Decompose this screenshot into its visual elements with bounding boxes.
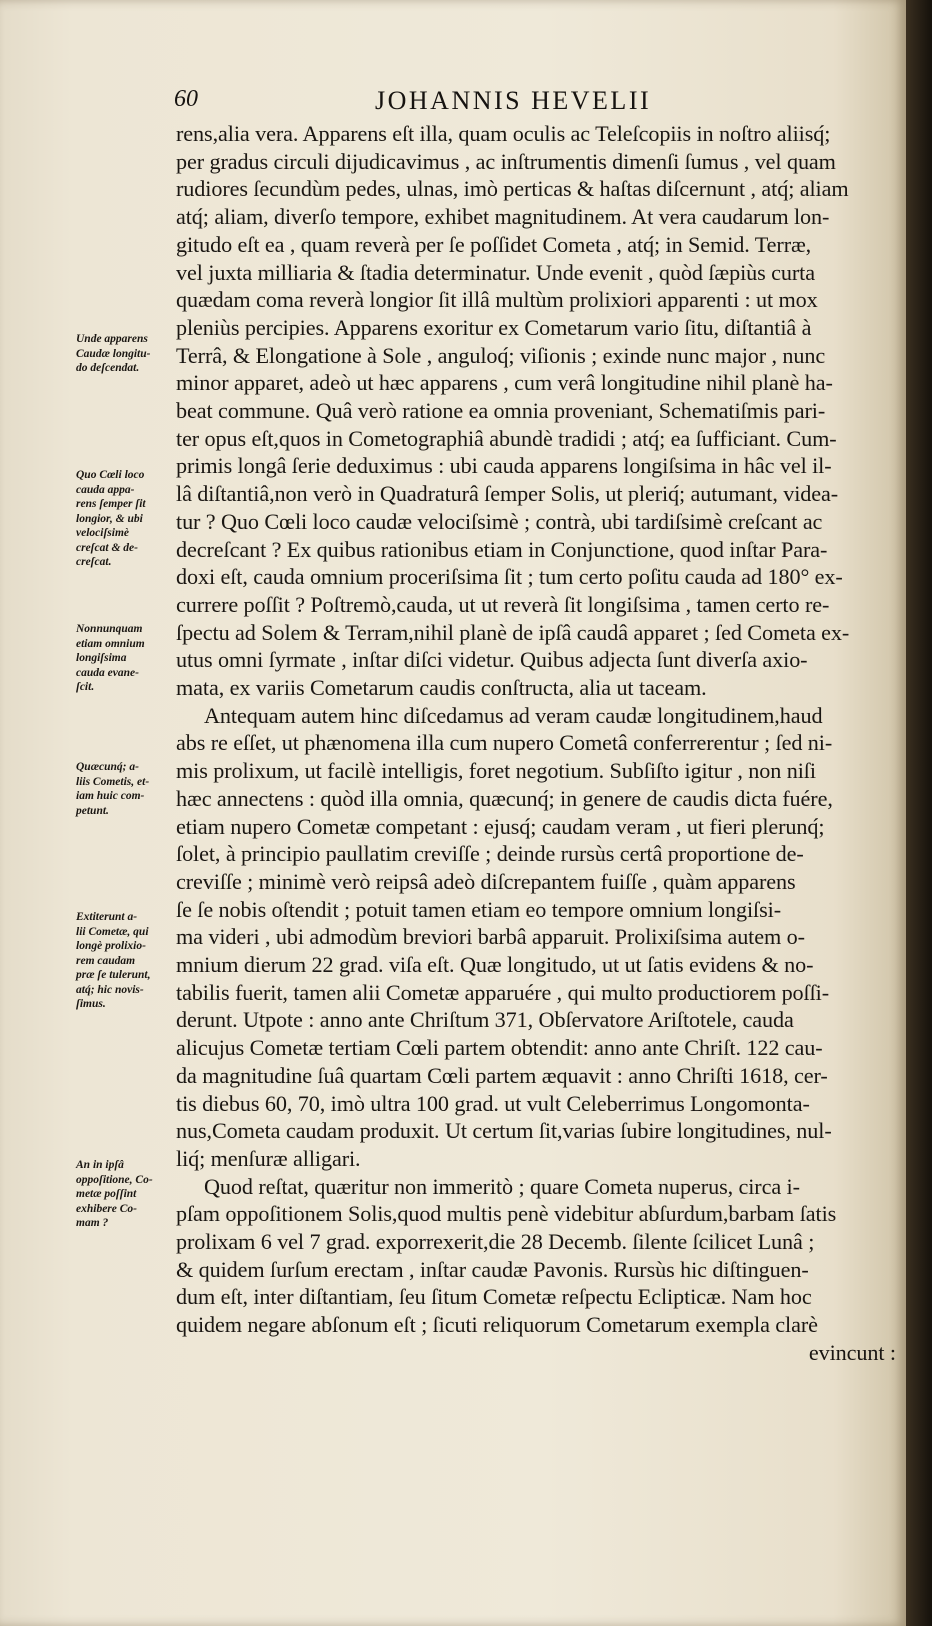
margin-note-line: metæ poſſint <box>76 1188 137 1200</box>
margin-note-line: Unde apparens <box>76 333 148 345</box>
text-line: beat commune. Quâ verò ratione ea omnia proveniant, Schematiſmis pari- <box>176 398 826 423</box>
text-line: quidem negare abſonum eſt ; ſicuti reliquorum Cometarum exempla clarè <box>176 1312 818 1338</box>
margin-note-line: ſcit. <box>76 681 95 693</box>
margin-note <box>76 760 172 818</box>
text-line: currere poſſit ? Poſtremò,cauda, ut ut reverà ſit longiſsima , tamen certo re- <box>176 591 830 617</box>
text-line: liq́; menſuræ alligari. <box>176 1145 361 1171</box>
text-line: ſolet, à principio paullatim creviſſe ; deinde rursùs certâ proportione de- <box>176 841 804 867</box>
margin-note-line: atq́; hic novis- <box>76 983 144 996</box>
margin-note <box>76 910 172 1012</box>
margin-note-line: velociſsimè <box>76 527 130 539</box>
text-line: mnium dierum 22 grad. viſa eſt. Quæ longitudo, ut ut ſatis evidens & no- <box>176 952 814 977</box>
margin-note-line: do deſcendat. <box>76 362 140 374</box>
margin-note-line: iam huic com- <box>76 790 145 802</box>
margin-note-line: Caudæ longitu- <box>76 347 151 360</box>
margin-note-line: exhibere Co- <box>76 1202 138 1215</box>
margin-note-line: oppoſitione, Co- <box>76 1173 153 1186</box>
text-line: lâ diſtantiâ,non verò in Quadraturâ ſemper Solis, ut pleriq́; autumant, videa- <box>176 481 839 507</box>
margin-note <box>76 332 172 376</box>
text-line: dum eſt, inter diſtantiam, ſeu ſitum Cometæ reſpectu Eclipticæ. Nam hoc <box>176 1284 812 1310</box>
text-line: derunt. Utpote : anno ante Chriſtum 371, Obſervatore Ariſtotele, cauda <box>176 1007 794 1033</box>
margin-note-line: Quæcunq́; a- <box>76 761 139 773</box>
text-line: abs re eſſet, ut phænomena illa cum nupero Cometâ conferrerentur ; ſed ni- <box>176 730 833 756</box>
margin-note-line: An in ipſâ <box>76 1159 124 1171</box>
text-line: Terrâ, & Elongatione à Sole , anguloq́; viſionis ; exinde nunc major , nunc <box>176 342 826 368</box>
text-line: Quod reſtat, quæritur non immeritò ; quare Cometa nuperus, circa i- <box>204 1173 800 1199</box>
page-number: 60 <box>174 86 198 112</box>
margin-note-line: creſcat. <box>76 556 112 568</box>
text-line: alicujus Cometæ tertiam Cœli partem obtendit: anno ante Chriſt. 122 cau- <box>176 1035 823 1061</box>
text-line: & quidem ſurſum erectam , inſtar caudæ Pavonis. Rursùs hic diſtinguen- <box>176 1256 809 1282</box>
text-line: decreſcant ? Ex quibus rationibus etiam in Conjunctione, quod inſtar Para- <box>176 536 828 562</box>
text-line: per gradus circuli dijudicavimus , ac inſtrumentis dimenſi ſumus , vel quam <box>176 148 836 174</box>
margin-note-line: rens ſemper ſit <box>76 498 146 510</box>
text-line: minor apparet, adeò ut hæc apparens , cum verâ longitudine nihil planè ha- <box>176 370 833 396</box>
margin-note-line: etiam omnium <box>76 637 145 650</box>
margin-note-line: mam ? <box>76 1217 109 1229</box>
text-line: gitudo eſt ea , quam reverà per ſe poſſidet Cometa , atq́; in Semid. Terræ, <box>176 231 812 257</box>
text-line: utus omni ſyrmate , inſtar diſci videtur. Quibus adjecta ſunt diverſa axio- <box>176 647 808 673</box>
margin-note-line: Nonnunquam <box>76 623 143 635</box>
margin-note-line: liis Cometis, et- <box>76 775 150 788</box>
margin-note-line: longiſsima <box>76 652 127 664</box>
margin-note-line: præ ſe tulerunt, <box>76 969 151 981</box>
text-line: vel juxta milliaria & ſtadia determinatur. Unde evenit , quòd ſæpiùs curta <box>176 259 815 285</box>
margin-note-line: cauda appa- <box>76 483 135 496</box>
text-line: ſpectu ad Solem & Terram,nihil planè de ipſâ caudâ apparet ; ſed Cometa ex- <box>176 619 850 645</box>
running-head: JOHANNIS HEVELII <box>375 86 652 115</box>
text-line: hæc annectens : quòd illa omnia, quæcunq́; in genere de caudis dicta fuére, <box>176 785 833 811</box>
text-line: quædam coma reverà longior ſit illâ multùm prolixiori apparenti : ut mox <box>176 287 818 313</box>
text-line: mata, ex variis Cometarum caudis conſtructa, alia ut taceam. <box>176 675 707 700</box>
text-line: doxi eſt, cauda omnium proceriſsima ſit ; tum certo poſitu cauda ad 180° ex- <box>176 564 843 590</box>
text-line: etiam nupero Cometæ competant : ejusq́; caudam veram , ut fieri plerunq́; <box>176 813 825 839</box>
text-line: creviſſe ; minimè verò reipsâ adeò diſcrepantem fuiſſe , quàm apparens <box>176 868 796 894</box>
text-line: ter opus eſt,quos in Cometographiâ abundè tradidi ; atq́; ea ſufficiant. Cum- <box>176 425 837 451</box>
text-line: rudiores ſecundùm pedes, ulnas, imò perticas & haſtas diſcernunt , atq́; aliam <box>176 176 849 202</box>
text-line: ſe ſe nobis oſtendit ; potuit tamen etiam eo tempore omnium longiſsi- <box>176 896 782 922</box>
text-line: tis diebus 60, 70, imò ultra 100 grad. ut vult Celeberrimus Longomonta- <box>176 1090 810 1116</box>
text-line: mis prolixum, ut facilè intelligis, foret negotium. Subſiſto igitur , non niſi <box>176 758 816 784</box>
margin-note <box>76 468 172 570</box>
text-line: primis longâ ſerie deduximus : ubi cauda apparens longiſsima in hâc vel il- <box>176 453 832 479</box>
page-edge-shadow <box>906 0 932 1626</box>
page-header <box>168 86 728 120</box>
margin-note-line: rem caudam <box>76 954 136 967</box>
text-line: tabilis fuerit, tamen alii Cometæ apparuére , qui multo productiorem poſſi- <box>176 979 830 1005</box>
text-line: rens,alia vera. Apparens eſt illa, quam oculis ac Teleſcopiis in noſtro aliisq́; <box>176 121 831 146</box>
margin-note-line: cauda evane- <box>76 666 139 679</box>
text-line: da magnitudine ſuâ quartam Cœli partem æquavit : anno Chriſti 1618, cer- <box>176 1062 828 1088</box>
text-line: atq́; aliam, diverſo tempore, exhibet magnitudinem. At vera caudarum lon- <box>176 204 830 230</box>
margin-note-line: Quo Cœli loco <box>76 469 145 481</box>
margin-note-line: Extiterunt a- <box>76 911 138 923</box>
margin-note-line: creſcat & de- <box>76 541 138 554</box>
margin-note-line: longior, & ubi <box>76 512 143 525</box>
margin-note-line: ſimus. <box>76 998 106 1010</box>
text-line: nus,Cometa caudam produxit. Ut certum ſit,varias ſubire longitudines, nul- <box>176 1118 832 1144</box>
margin-note-line: lii Cometæ, qui <box>76 925 149 938</box>
text-line: pleniùs percipies. Apparens exoritur ex Cometarum vario ſitu, diſtantiâ à <box>176 314 812 340</box>
margin-note-line: petunt. <box>76 804 109 817</box>
margin-note <box>76 622 172 695</box>
text-line: Antequam autem hinc diſcedamus ad veram caudæ longitudinem,haud <box>204 702 823 728</box>
text-line: ma videri , ubi admodùm breviori barbâ apparuit. Prolixiſsima autem o- <box>176 924 805 950</box>
text-line: evincunt : <box>808 1339 896 1365</box>
margin-note <box>76 1158 172 1231</box>
text-line: prolixam 6 vel 7 grad. exporrexerit,die 28 Decemb. ſilente ſcilicet Lunâ ; <box>176 1229 815 1254</box>
text-line: pſam oppoſitionem Solis,quod multis penè videbitur abſurdum,barbam ſatis <box>176 1201 837 1227</box>
margin-note-line: longè prolixio- <box>76 940 146 952</box>
text-line: tur ? Quo Cœli loco caudæ velociſsimè ; contrà, ubi tardiſsimè creſcant ac <box>176 508 823 534</box>
